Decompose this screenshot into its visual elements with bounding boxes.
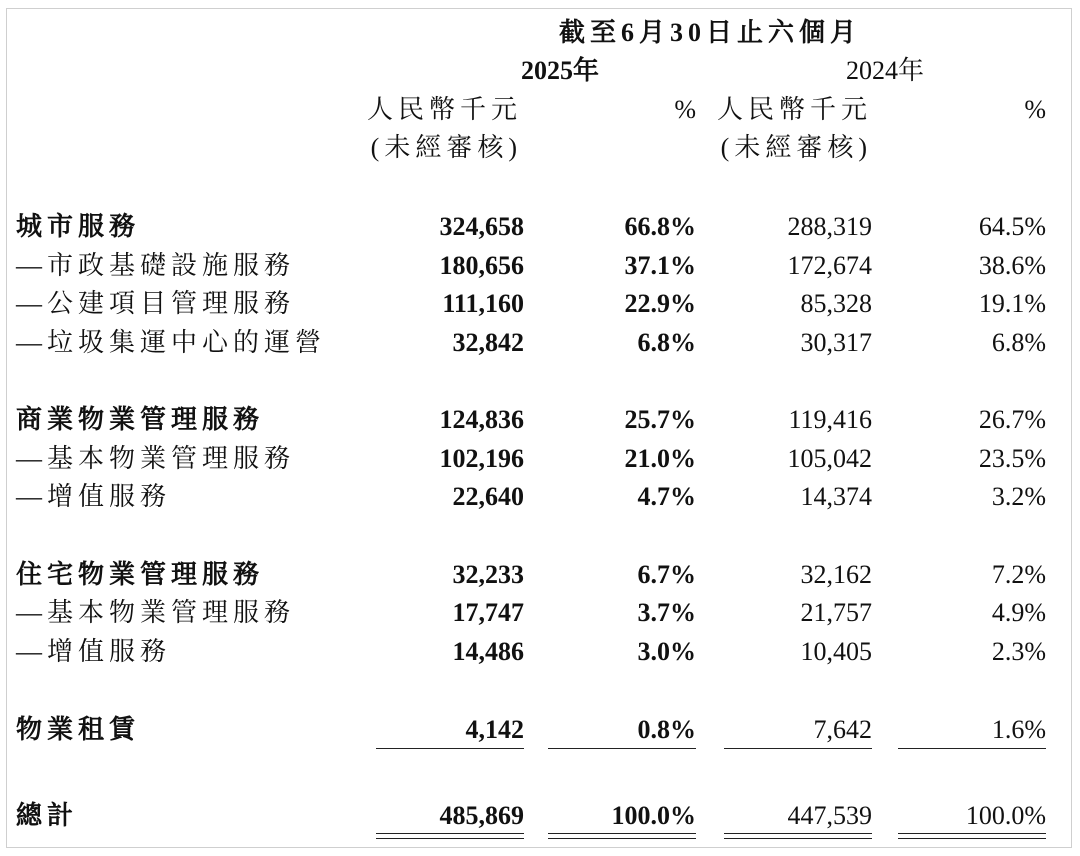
audit-2024-label: (未經審核) — [720, 133, 872, 162]
row-pct-2025: 22.9% — [624, 289, 696, 318]
total-double-rule — [898, 838, 1046, 839]
row-label-basic-property-mgmt: —基本物業管理服務 — [16, 444, 296, 473]
row-pct-2025: 0.8% — [637, 715, 696, 744]
row-value-2025: 111,160 — [442, 289, 524, 318]
row-pct-2024: 64.5% — [978, 212, 1046, 241]
total-double-rule — [376, 833, 524, 834]
row-pct-2025: 4.7% — [637, 482, 696, 511]
year-2024-heading: 2024年 — [845, 56, 924, 85]
row-value-2024: 30,317 — [800, 328, 872, 357]
row-pct-2025: 66.8% — [624, 212, 696, 241]
row-value-2025: 180,656 — [439, 251, 524, 280]
row-pct-2024: 26.7% — [978, 405, 1046, 434]
row-pct-2025: 3.7% — [637, 598, 696, 627]
row-label-property-leasing: 物業租賃 — [16, 715, 141, 744]
row-pct-2024: 7.2% — [991, 560, 1046, 589]
subtotal-rule — [548, 748, 696, 749]
total-pct-2025: 100.0% — [611, 801, 696, 830]
total-double-rule — [724, 833, 872, 834]
row-pct-2025: 37.1% — [624, 251, 696, 280]
total-value-2024: 447,539 — [787, 801, 872, 830]
row-value-2025: 4,142 — [465, 715, 524, 744]
row-label-value-added: —增值服務 — [16, 482, 172, 511]
row-label-value-added: —增值服務 — [16, 637, 172, 666]
year-2025-heading: 2025年 — [520, 56, 599, 85]
subtotal-rule — [376, 748, 524, 749]
total-label: 總計 — [16, 801, 79, 830]
row-label-waste-center: —垃圾集運中心的運營 — [16, 328, 327, 357]
unit-2024-label: 人民幣千元 — [716, 95, 872, 124]
row-value-2024: 10,405 — [800, 637, 872, 666]
row-pct-2024: 23.5% — [978, 444, 1046, 473]
row-label-municipal-infrastructure: —市政基礎設施服務 — [16, 251, 296, 280]
row-value-2025: 17,747 — [452, 598, 524, 627]
total-double-rule — [376, 838, 524, 839]
row-label-urban-services: 城市服務 — [16, 212, 141, 241]
row-value-2025: 324,658 — [439, 212, 524, 241]
row-pct-2025: 6.7% — [637, 560, 696, 589]
pct-2025-label: % — [674, 95, 696, 124]
period-heading: 截至6月30日止六個月 — [558, 18, 861, 47]
row-value-2025: 32,842 — [452, 328, 524, 357]
total-pct-2024: 100.0% — [965, 801, 1046, 830]
row-value-2024: 119,416 — [788, 405, 872, 434]
row-pct-2025: 3.0% — [637, 637, 696, 666]
row-value-2024: 21,757 — [800, 598, 872, 627]
row-pct-2024: 6.8% — [991, 328, 1046, 357]
row-value-2025: 102,196 — [439, 444, 524, 473]
total-double-rule — [898, 833, 1046, 834]
subtotal-rule — [898, 748, 1046, 749]
row-pct-2024: 38.6% — [978, 251, 1046, 280]
total-double-rule — [548, 838, 696, 839]
total-double-rule — [548, 833, 696, 834]
row-pct-2024: 19.1% — [978, 289, 1046, 318]
row-pct-2025: 6.8% — [637, 328, 696, 357]
row-value-2025: 22,640 — [452, 482, 524, 511]
row-value-2025: 124,836 — [439, 405, 524, 434]
row-value-2024: 288,319 — [787, 212, 872, 241]
pct-2024-label: % — [1024, 95, 1046, 124]
row-value-2024: 7,642 — [813, 715, 872, 744]
row-value-2024: 32,162 — [800, 560, 872, 589]
audit-2025-label: (未經審核) — [370, 133, 522, 162]
row-label-commercial-property: 商業物業管理服務 — [16, 405, 265, 434]
row-label-public-projects: —公建項目管理服務 — [16, 289, 296, 318]
row-value-2024: 172,674 — [787, 251, 872, 280]
row-value-2024: 14,374 — [800, 482, 872, 511]
row-pct-2024: 3.2% — [991, 482, 1046, 511]
unit-2025-label: 人民幣千元 — [366, 95, 522, 124]
row-pct-2024: 1.6% — [991, 715, 1046, 744]
row-label-basic-property-mgmt: —基本物業管理服務 — [16, 598, 296, 627]
row-value-2024: 85,328 — [800, 289, 872, 318]
row-value-2024: 105,042 — [787, 444, 872, 473]
row-value-2025: 14,486 — [452, 637, 524, 666]
row-value-2025: 32,233 — [452, 560, 524, 589]
row-pct-2025: 25.7% — [624, 405, 696, 434]
row-pct-2024: 2.3% — [991, 637, 1046, 666]
total-double-rule — [724, 838, 872, 839]
row-label-residential-property: 住宅物業管理服務 — [16, 560, 265, 589]
total-value-2025: 485,869 — [439, 801, 524, 830]
row-pct-2024: 4.9% — [991, 598, 1046, 627]
row-pct-2025: 21.0% — [624, 444, 696, 473]
subtotal-rule — [724, 748, 872, 749]
